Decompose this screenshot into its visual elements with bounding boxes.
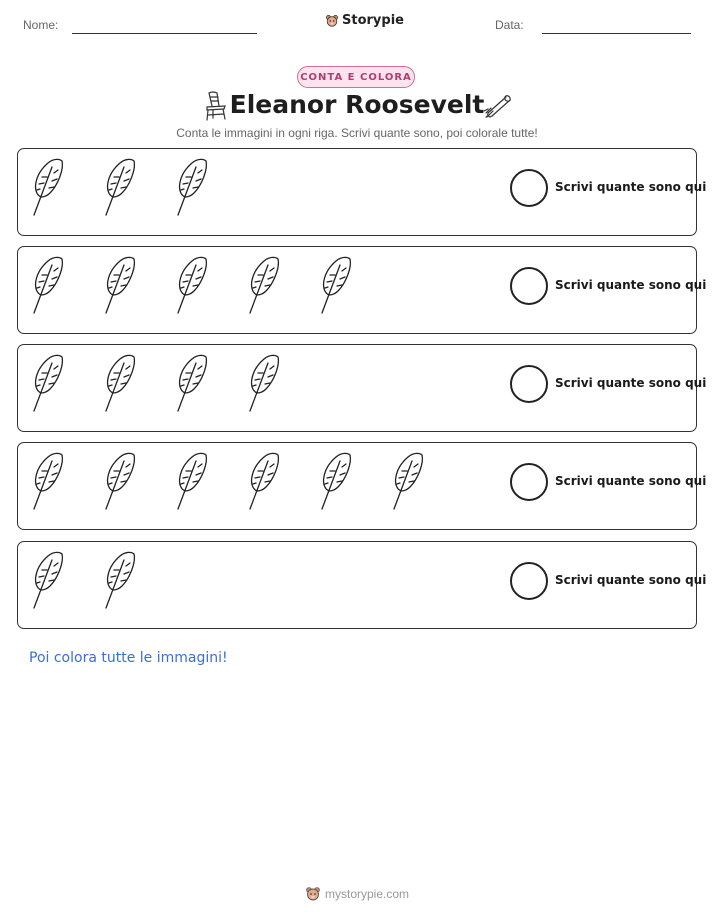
- feather-quill-icon[interactable]: [28, 550, 68, 610]
- bear-logo-icon: [305, 886, 321, 902]
- closing-note: Poi colora tutte le immagini!: [29, 650, 228, 666]
- feather-quill-icon[interactable]: [244, 353, 284, 413]
- page-title: Eleanor Roosevelt: [229, 90, 485, 119]
- name-blank-line[interactable]: [72, 33, 257, 34]
- feather-quill-icon[interactable]: [316, 451, 356, 511]
- feather-quill-icon[interactable]: [100, 451, 140, 511]
- feather-quill-icon[interactable]: [388, 451, 428, 511]
- counting-row: [17, 344, 707, 432]
- feather-quill-icon[interactable]: [244, 255, 284, 315]
- feather-quill-icon[interactable]: [172, 353, 212, 413]
- activity-badge: CONTA E COLORA: [297, 66, 415, 88]
- answer-circle[interactable]: [510, 169, 548, 207]
- feather-quill-icon[interactable]: [316, 255, 356, 315]
- date-label: Data:: [495, 18, 524, 32]
- feather-quill-icon[interactable]: [172, 255, 212, 315]
- feather-quill-icon[interactable]: [100, 157, 140, 217]
- answer-hint: Scrivi quante sono qui: [555, 278, 707, 292]
- feather-quill-icon[interactable]: [172, 157, 212, 217]
- feather-quill-icon[interactable]: [28, 255, 68, 315]
- bear-logo-icon: [325, 14, 339, 28]
- counting-row: [17, 246, 707, 334]
- answer-hint: Scrivi quante sono qui: [555, 474, 707, 488]
- answer-hint: Scrivi quante sono qui: [555, 376, 707, 390]
- answer-circle[interactable]: [510, 463, 548, 501]
- brand-name: Storypie: [342, 13, 404, 28]
- counting-row: [17, 148, 707, 236]
- feather-quill-icon[interactable]: [100, 550, 140, 610]
- answer-circle[interactable]: [510, 267, 548, 305]
- instructions: Conta le immagini in ogni riga. Scrivi quante sono, poi colorale tutte!: [176, 126, 538, 140]
- feather-quill-icon[interactable]: [28, 157, 68, 217]
- feather-quill-icon[interactable]: [100, 353, 140, 413]
- date-blank-line[interactable]: [542, 33, 691, 34]
- answer-hint: Scrivi quante sono qui: [555, 180, 707, 194]
- feather-quill-icon[interactable]: [100, 255, 140, 315]
- brand-logo: [325, 13, 404, 28]
- feather-quill-icon[interactable]: [244, 451, 284, 511]
- feather-quill-icon[interactable]: [28, 451, 68, 511]
- footer: [0, 886, 714, 902]
- scroll-diploma-icon: [482, 93, 514, 119]
- answer-circle[interactable]: [510, 562, 548, 600]
- site-url: mystorypie.com: [324, 887, 410, 901]
- answer-circle[interactable]: [510, 365, 548, 403]
- feather-quill-icon[interactable]: [28, 353, 68, 413]
- counting-row: [17, 541, 707, 629]
- name-label: Nome:: [23, 18, 59, 32]
- feather-quill-icon[interactable]: [172, 451, 212, 511]
- answer-hint: Scrivi quante sono qui: [555, 573, 707, 587]
- counting-row: [17, 442, 707, 530]
